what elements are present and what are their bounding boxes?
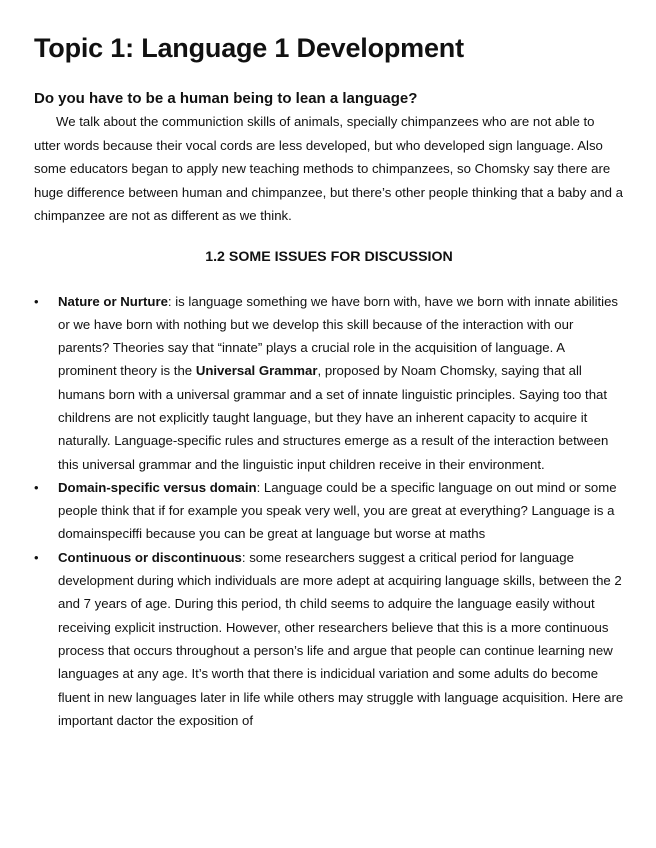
- intro-paragraph: We talk about the communiction skills of animals, specially chimpanzees who are not able to utter words because their vocal cords are less developed, but who developed sign language. Also some educators began to apply new teaching methods to chimpanzees, so Chomsky say there are huge difference between human and chimpanzee, but there’s other people thinking that a baby and a chimpanzee are not as different as we think.: [34, 114, 623, 223]
- issue-term: Continuous or discontinuous: [58, 549, 242, 565]
- page-title: Topic 1: Language 1 Development: [34, 33, 464, 63]
- issue-item-continuous: [34, 546, 624, 732]
- bullet-icon: •: [34, 479, 39, 495]
- issue-emphasis: Universal Grammar: [195, 363, 318, 379]
- bullet-icon: •: [34, 549, 39, 565]
- question-heading: Do you have to be a human being to lean a language?: [34, 90, 418, 107]
- issues-list: [34, 290, 624, 733]
- document-page: [34, 30, 624, 732]
- issue-term: Nature or Nurture: [58, 293, 168, 309]
- issue-term: Domain-specific versus domain: [58, 479, 257, 495]
- issue-text: , proposed by Noam Chomsky, saying that all humans born with a universal grammar and a set of innate linguistic principles. Saying too that childrens are not explicitly taught language, but they have an inherent capacity to acquire it naturally. Language-specific rules and structures emerge as a result of the interaction between this universal grammar and the linguistic input children receive in their environment.: [58, 363, 609, 472]
- issue-text: : Language could be a specific language on out mind or some people think that if for example you speak very well, you are great at everything? Language is a domainspeciffi because you can be great at language but worse at maths: [58, 479, 617, 542]
- issue-item-domain-specific: [34, 476, 624, 546]
- bullet-icon: •: [34, 293, 39, 309]
- issue-text: : is language something we have born with, have we born with innate abilities or we have born with nothing but we develop this skill because of the interaction with our parents? Theories say that “innate” plays a crucial role in the acquisition of language. A prominent theory is the: [58, 293, 619, 379]
- section-heading: 1.2 SOME ISSUES FOR DISCUSSION: [205, 248, 453, 265]
- issue-item-nature-nurture: [34, 290, 624, 476]
- issue-text: : some researchers suggest a critical period for language development during which individuals are more adept at acquiring language skills, between the 2 and 7 years of age. During this period, th child seems to adquire the language easily without receiving explicit instruction. However, other researchers believe that this is a more continuous process that occurs throughout a person’s life and argue that people can continue learning new languages at any age. It’s worth that there is indicidual variation and some adults do become fluent in new languages later in life while others may struggle with language acquisition. Here are important dactor the exposition of: [58, 549, 624, 728]
